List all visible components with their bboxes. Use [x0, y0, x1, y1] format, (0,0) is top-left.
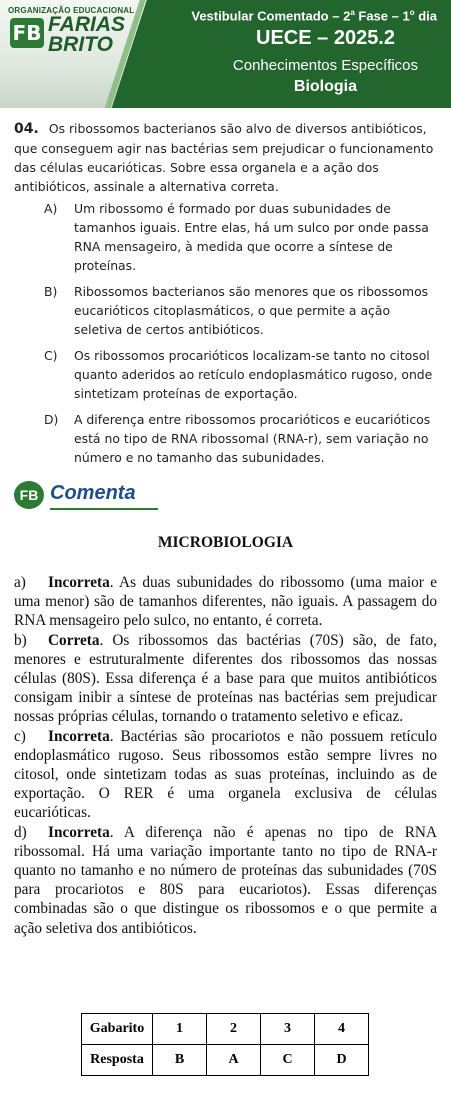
comment-label: c)	[14, 727, 26, 745]
question-number-cell: 2	[207, 1014, 261, 1045]
comment-label: d)	[14, 823, 27, 841]
comment-label: a)	[14, 574, 26, 591]
exam-subtitle-part: Vestibular Comentado – 2	[191, 8, 351, 24]
alternatives-list	[14, 199, 438, 467]
question-stem	[14, 119, 438, 196]
question-number-cell: 4	[315, 1014, 369, 1045]
logo-icon: FB	[10, 18, 44, 48]
alternative-d	[14, 410, 438, 467]
comments-block	[14, 573, 437, 938]
page-header	[0, 0, 451, 108]
alternative-b	[14, 282, 438, 339]
logo-word-1: FARIAS	[48, 13, 126, 36]
comenta-icon: FB	[14, 481, 44, 509]
comment-text: . A diferença não é apenas no tipo de RNA ribossomal. Há uma variação importante tanto no tipo de RNA-r quanto no tamanho e no número de proteínas das subunidades (70S para procariotos e 80S para eucariotos). Essas diferenças combinadas são o que distingue os ribossomos e o que permite a ação seletiva dos antibióticos.	[14, 823, 437, 937]
alternative-c	[14, 346, 438, 403]
answer-cell: A	[207, 1045, 261, 1076]
section-title: MICROBIOLOGIA	[157, 534, 294, 551]
answer-key-row-label: Resposta	[82, 1045, 153, 1076]
comment-verdict: Incorreta	[48, 574, 110, 591]
answer-cell: D	[315, 1045, 369, 1076]
superscript: o	[409, 8, 415, 17]
exam-subject: Biologia	[293, 78, 357, 95]
exam-area: Conhecimentos Específicos	[232, 57, 418, 74]
comment-text: . Bactérias são procariotos e não possuem retículo endoplasmático rugoso. Seus ribossomos estão sempre livres no citosol, onde sintetizam todas as suas proteínas, incluindo as de exportação. O RER é uma organela exclusiva de células eucarióticas.	[14, 727, 437, 822]
comenta-underline	[50, 508, 158, 510]
comment-verdict: Incorreta	[48, 823, 110, 841]
comment-text: . Os ribossomos das bactérias (70S) são, de fato, menores e estruturalmente diferentes dos ribossomos das nossas células (80S). Essa diferença é a base para que muitos antibióticos consigam inibir a síntese de proteínas nas bactérias sem prejudicar nossas próprias células, tornando o tratamento seletivo e eficaz.	[14, 631, 437, 726]
alternative-text: Um ribossomo é formado por duas subunidades de tamanhos iguais. Entre elas, há um sulco por onde passa RNA mensageiro, à medida que ocorre a síntese de proteínas.	[74, 201, 429, 273]
answer-cell: C	[261, 1045, 315, 1076]
exam-subtitle-part: Fase – 1	[354, 8, 410, 24]
exam-subtitle	[191, 8, 437, 23]
comment-label: b)	[14, 631, 27, 649]
comment-c	[14, 727, 437, 823]
question-block	[14, 119, 438, 474]
alternative-text: A diferença entre ribossomos procarióticos e eucarióticos está no tipo de RNA ribossomal (RNA-r), sem variação no número e no tamanho das subunidades.	[74, 412, 431, 465]
comment-a	[14, 573, 437, 631]
comment-d	[14, 823, 437, 938]
logo-word-2: BRITO	[48, 33, 113, 56]
alternative-letter: C)	[44, 348, 58, 363]
comment-text: . As duas subunidades do ribossomo (uma maior e uma menor) são de tamanhos diferentes, não iguais. A passagem do RNA mensageiro pelo sulco, no entanto, é correta.	[14, 574, 437, 630]
alternative-letter: A)	[44, 201, 58, 216]
comment-verdict: Correta	[48, 631, 100, 649]
answer-key-header-row	[82, 1014, 369, 1045]
logo-tagline: ORGANIZAÇÃO EDUCACIONAL	[8, 6, 135, 15]
alternative-text: Ribossomos bacterianos são menores que os ribossomos eucarióticos citoplasmáticos, o que permite a ação seletiva de certos antibióticos.	[74, 284, 429, 337]
question-number: 04.	[14, 121, 39, 137]
superscript: a	[350, 8, 355, 17]
exam-subtitle-part: dia	[414, 8, 437, 24]
exam-title: UECE – 2025.2	[256, 27, 395, 49]
answer-key-table	[81, 1013, 369, 1076]
comenta-label: Comenta	[50, 482, 136, 504]
alternative-a	[14, 199, 438, 275]
alternative-letter: B)	[44, 284, 58, 299]
question-stem-text: Os ribossomos bacterianos são alvo de diversos antibióticos, que conseguem agir nas bactérias sem prejudicar o funcionamento das células eucarióticas. Sobre essa organela e a ação dos antibióticos, assinale a alternativa correta.	[14, 121, 434, 194]
answer-key-answer-row	[82, 1045, 369, 1076]
question-number-cell: 1	[153, 1014, 207, 1045]
answer-cell: B	[153, 1045, 207, 1076]
alternative-letter: D)	[44, 412, 59, 427]
question-number-cell: 3	[261, 1014, 315, 1045]
answer-key-row-label: Gabarito	[82, 1014, 153, 1045]
alternative-text: Os ribossomos procarióticos localizam-se tanto no citosol quanto aderidos ao retículo endoplasmático rugoso, onde sintetizam proteínas de exportação.	[74, 348, 433, 401]
comment-verdict: Incorreta	[48, 727, 110, 745]
comment-b	[14, 631, 437, 727]
comenta-logo	[14, 481, 154, 511]
